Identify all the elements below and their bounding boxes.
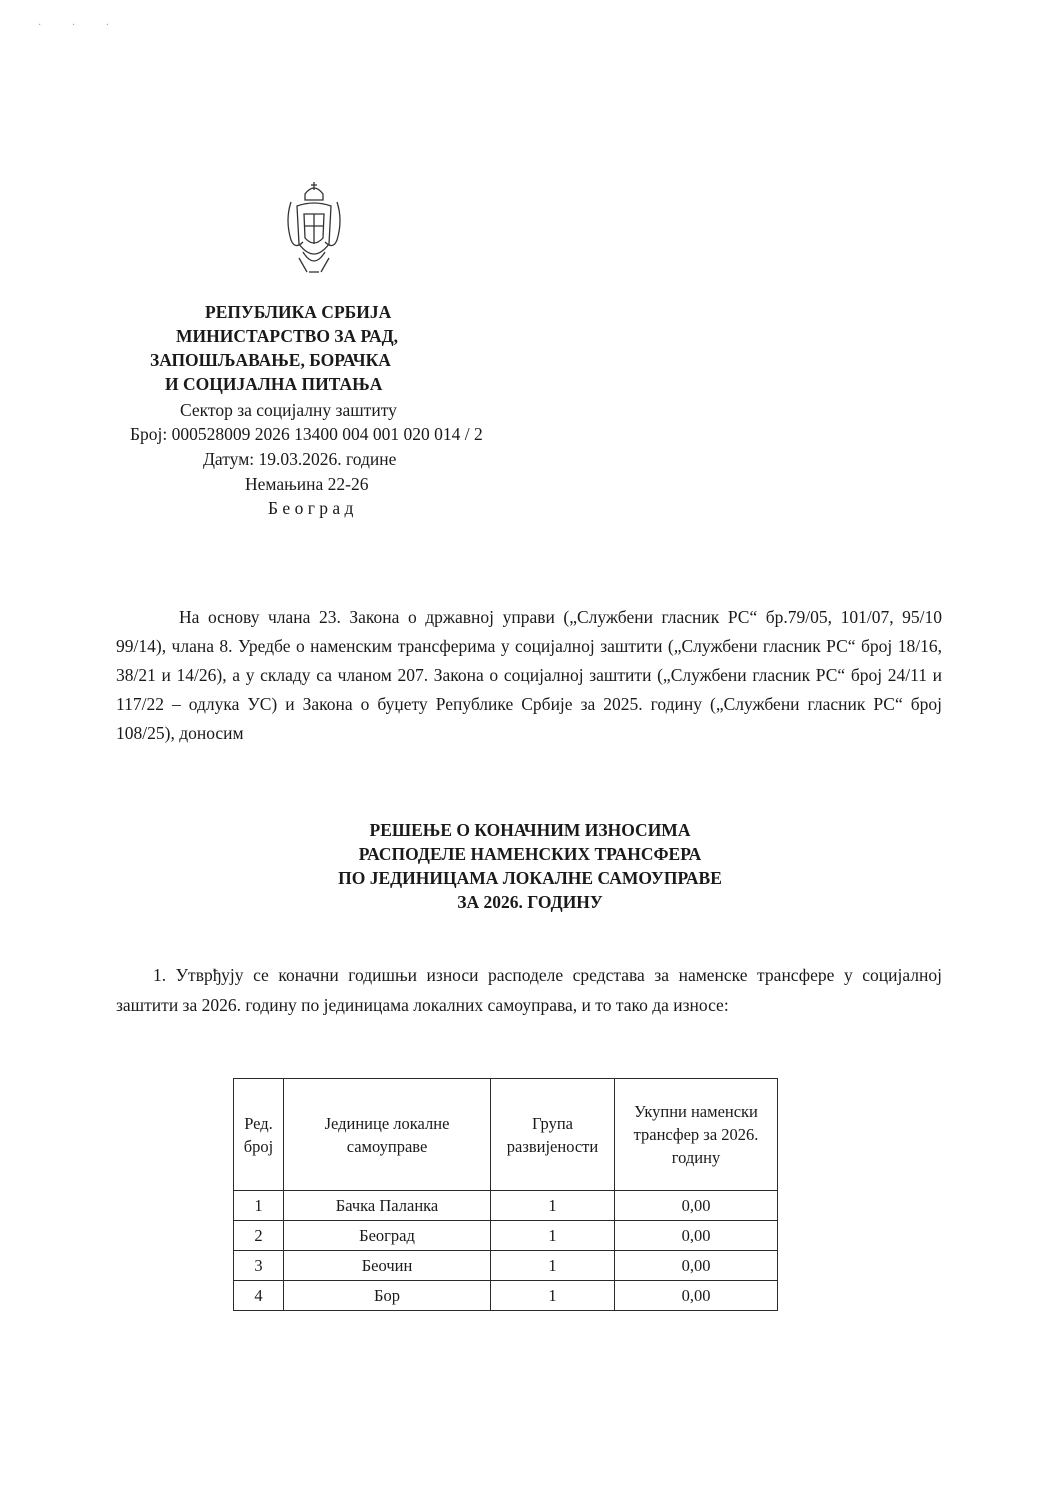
header-number: Број: 000528009 2026 13400 004 001 020 014 / 2	[130, 424, 483, 444]
intro-text: На основу члана 23. Закона о државној управи („Службени гласник РС“ бр.79/05, 101/07, 95/10 99/14), члана 8. Уредбе о наменским трансферима у социјалној заштити („Службени гласник РС“ број 18/16, 38/21 и 14/26), а у складу са чланом 207. Закона о социјалној заштити („Службени гласник РС“ број 24/11 и 117/22 – одлука УС) и Закона о буџету Републике Србије за 2025. годину („Службени гласник РС“ број 108/25), доносим	[116, 607, 942, 743]
table-row	[234, 1251, 778, 1281]
cell-no: 3	[234, 1251, 284, 1281]
cell-no: 2	[234, 1221, 284, 1251]
table-row	[234, 1281, 778, 1311]
cell-group: 1	[491, 1251, 615, 1281]
cell-group: 1	[491, 1281, 615, 1311]
header-unit-line2: самоуправе	[346, 1136, 428, 1156]
coat-of-arms-icon	[283, 180, 345, 280]
header-ordinal-line1: Ред.	[244, 1113, 273, 1133]
header-ministry-line1: МИНИСТАРСТВО ЗА РАД,	[176, 326, 399, 346]
header-amount-line2: трансфер за 2026.	[633, 1125, 759, 1144]
header-group-line1: Група	[532, 1113, 573, 1133]
cell-amount: 0,00	[615, 1221, 778, 1251]
title-line4: ЗА 2026. ГОДИНУ	[457, 892, 603, 912]
header-city: Б е о г р а д	[268, 498, 354, 518]
header-amount-line3: годину	[671, 1148, 721, 1167]
item-1-text: 1. Утврђују се коначни годишњи износи расподеле средстава за наменске трансфере у социјалној заштити за 2026. годину по јединицама локалних самоуправа, и то тако да износе:	[116, 965, 942, 1015]
cell-unit: Бачка Паланка	[284, 1191, 491, 1221]
intro-paragraph	[116, 603, 942, 748]
cell-group: 1	[491, 1191, 615, 1221]
title-line1: РЕШЕЊЕ О КОНАЧНИМ ИЗНОСИМА	[369, 820, 691, 840]
header-sector: Сектор за социјалну заштиту	[180, 400, 397, 420]
header-ministry-line2: ЗАПОШЉАВАЊЕ, БОРАЧКА	[150, 350, 391, 370]
header-unit	[284, 1079, 491, 1191]
decision-title	[200, 818, 860, 914]
cell-no: 4	[234, 1281, 284, 1311]
title-line2: РАСПОДЕЛЕ НАМЕНСКИХ ТРАНСФЕРА	[358, 844, 702, 864]
cell-amount: 0,00	[615, 1191, 778, 1221]
transfers-table	[233, 1078, 778, 1311]
table-row	[234, 1221, 778, 1251]
header-address: Немањина 22-26	[245, 474, 369, 494]
cell-no: 1	[234, 1191, 284, 1221]
decision-item-1	[116, 960, 942, 1020]
cell-unit: Бор	[284, 1281, 491, 1311]
header-date: Датум: 19.03.2026. године	[203, 449, 397, 469]
cell-group: 1	[491, 1221, 615, 1251]
table-row	[234, 1191, 778, 1221]
cell-unit: Београд	[284, 1221, 491, 1251]
header-ordinal-line2: број	[243, 1136, 274, 1156]
table-header-row	[234, 1079, 778, 1191]
scan-artifact: · · ·	[38, 20, 123, 31]
header-group-line2: развијености	[506, 1136, 599, 1156]
cell-unit: Беочин	[284, 1251, 491, 1281]
title-line3: ПО ЈЕДИНИЦАМА ЛОКАЛНЕ САМОУПРАВЕ	[338, 868, 722, 888]
header-amount-line1: Укупни наменски	[634, 1102, 758, 1121]
header-unit-line1: Јединице локалне	[324, 1113, 450, 1133]
header-country: РЕПУБЛИКА СРБИЈА	[205, 302, 392, 322]
cell-amount: 0,00	[615, 1251, 778, 1281]
header-ordinal	[234, 1079, 284, 1191]
header-amount	[615, 1079, 778, 1191]
header-group	[491, 1079, 615, 1191]
header-ministry-line3: И СОЦИЈАЛНА ПИТАЊА	[165, 374, 383, 394]
cell-amount: 0,00	[615, 1281, 778, 1311]
